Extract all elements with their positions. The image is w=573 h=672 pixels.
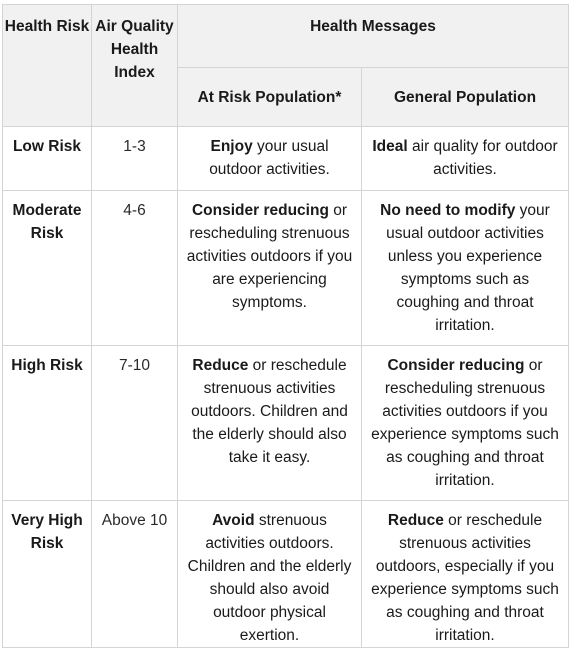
- at-risk-message-text: or rescheduling strenuous activities outdoors if you are experiencing symptoms.: [186, 202, 353, 311]
- at-risk-message-emphasis: Enjoy: [210, 138, 253, 155]
- at-risk-message-cell: [178, 501, 362, 648]
- risk-level-cell: Moderate Risk: [3, 191, 92, 346]
- header-general-population: General Population: [362, 68, 569, 127]
- header-at-risk-population: At Risk Population*: [178, 68, 362, 127]
- risk-level-cell: Very High Risk: [3, 501, 92, 648]
- general-message-emphasis: No need to modify: [380, 202, 516, 219]
- general-message-text: or rescheduling strenuous activities outdoors if you experience symptoms such as coughing and throat irritation.: [371, 357, 559, 489]
- header-health-messages: Health Messages: [178, 5, 569, 68]
- index-range-cell: 4-6: [92, 191, 178, 346]
- general-message-emphasis: Ideal: [372, 138, 408, 155]
- at-risk-message-emphasis: Avoid: [212, 512, 255, 529]
- header-health-risk: Health Risk: [3, 5, 92, 127]
- general-message-text: or reschedule strenuous activities outdoors, especially if you experience symptoms such as coughing and throat irritation.: [371, 512, 559, 644]
- aqhi-health-messages-table: [2, 4, 569, 648]
- risk-level-cell: High Risk: [3, 346, 92, 501]
- at-risk-message-emphasis: Reduce: [192, 357, 249, 374]
- header-aqhi: Air Quality Health Index: [92, 5, 178, 127]
- index-range-cell: 1-3: [92, 127, 178, 191]
- table-row: [3, 501, 569, 648]
- general-message-emphasis: Consider reducing: [387, 357, 525, 374]
- at-risk-message-emphasis: Consider reducing: [191, 202, 329, 219]
- general-message-text: air quality for outdoor activities.: [407, 138, 558, 178]
- risk-level-cell: Low Risk: [3, 127, 92, 191]
- general-message-text: your usual outdoor activities unless you experience symptoms such as coughing and throat irritation.: [386, 202, 550, 334]
- general-message-emphasis: Reduce: [387, 512, 444, 529]
- at-risk-message-text: strenuous activities outdoors. Children and the elderly should also avoid outdoor physical exertion.: [187, 512, 352, 644]
- at-risk-message-cell: [178, 346, 362, 501]
- table-row: [3, 127, 569, 191]
- table-row: [3, 346, 569, 501]
- at-risk-message-cell: [178, 127, 362, 191]
- index-range-cell: Above 10: [92, 501, 178, 648]
- index-range-cell: 7-10: [92, 346, 178, 501]
- general-message-cell: [362, 127, 569, 191]
- general-message-cell: [362, 501, 569, 648]
- at-risk-message-text: your usual outdoor activities.: [209, 138, 330, 178]
- general-message-cell: [362, 346, 569, 501]
- at-risk-message-text: or reschedule strenuous activities outdoors. Children and the elderly should also take it easy.: [191, 357, 348, 466]
- table-row: [3, 191, 569, 346]
- general-message-cell: [362, 191, 569, 346]
- at-risk-message-cell: [178, 191, 362, 346]
